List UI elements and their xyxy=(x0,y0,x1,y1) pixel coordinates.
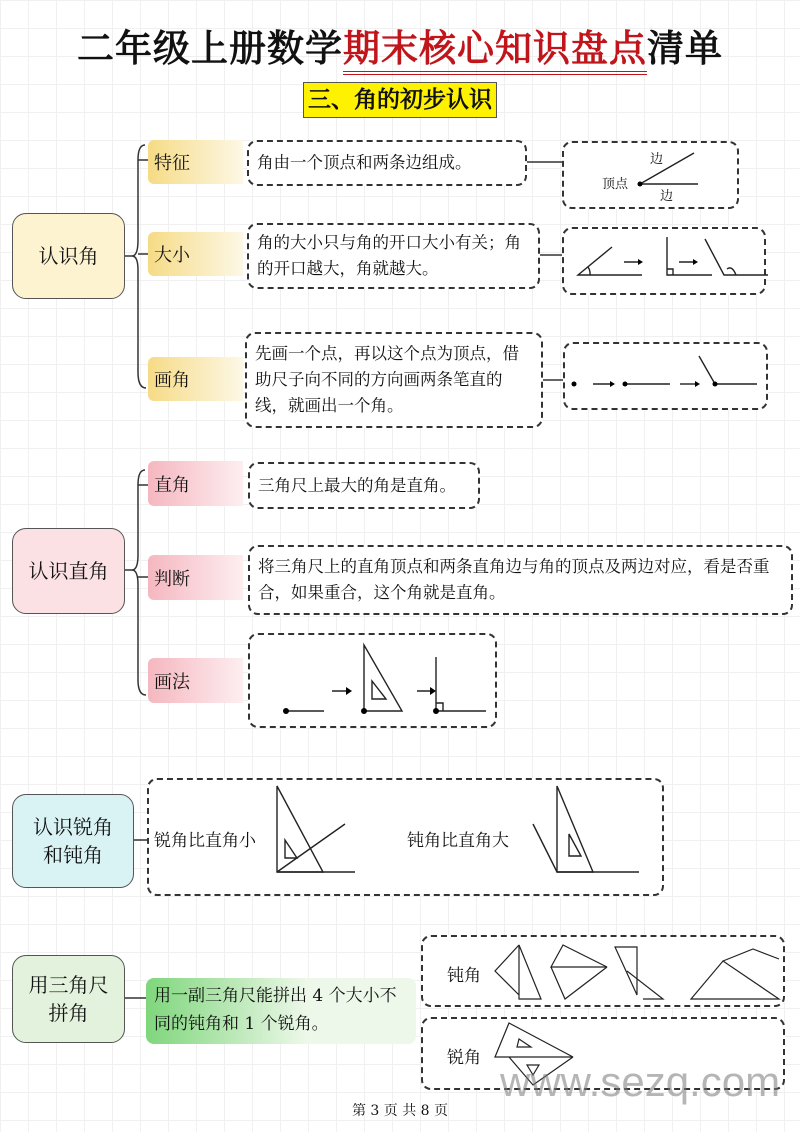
topic-acute-obtuse-label: 认识锐角和钝角 xyxy=(33,815,113,867)
topic-right-angle: 认识直角 xyxy=(12,528,125,614)
topic-acute-obtuse xyxy=(12,794,134,888)
judge-text: 将三角尺上的直角顶点和两条直角边与角的顶点及两边对应，看是否重合，如果重合，这个角就是直角。 xyxy=(248,545,793,615)
size-text: 角的大小只与角的开口大小有关；角的开口越大，角就越大。 xyxy=(247,223,540,289)
right-angle-text: 三角尺上最大的角是直角。 xyxy=(248,462,480,509)
label-size: 大小 xyxy=(148,232,243,276)
title-part1: 二年级上册数学 xyxy=(77,26,343,70)
set-square-drawing-icon xyxy=(250,635,499,730)
section-heading: 三、角的初步认识 xyxy=(303,82,497,118)
topic-combine-label: 用三角尺拼角 xyxy=(28,973,109,1025)
draw-angle-diagram xyxy=(563,342,768,410)
angle-parts-diagram xyxy=(562,141,739,209)
acute-obtuse-box xyxy=(147,778,664,896)
obtuse-text: 钝角比直角大 xyxy=(407,831,509,851)
draw-right-angle-diagram xyxy=(248,633,497,728)
topic-combine-set-squares xyxy=(12,955,125,1043)
page-footer: 第 3 页 共 8 页 xyxy=(351,1103,449,1119)
watermark: www.sezq.com xyxy=(500,1058,781,1105)
acute-text: 锐角比直角小 xyxy=(154,831,256,851)
feature-text: 角由一个顶点和两条边组成。 xyxy=(247,140,527,186)
acute-label: 锐角 xyxy=(447,1048,481,1068)
label-feature: 特征 xyxy=(148,140,243,184)
combine-text: 用一副三角尺能拼出 4 个大小不同的钝角和 1 个锐角。 xyxy=(146,978,416,1044)
obtuse-label: 钝角 xyxy=(447,966,481,986)
draw-steps-icon xyxy=(565,344,770,412)
draw-angle-text: 先画一个点，再以这个点为顶点，借助尺子向不同的方向画两条笔直的线，就画出一个角。 xyxy=(245,332,543,428)
side-label: 边 xyxy=(660,189,674,204)
label-draw-angle: 画角 xyxy=(148,357,243,401)
obtuse-combos-icon xyxy=(423,937,787,1009)
angle-size-diagram xyxy=(562,227,766,295)
angle-icon xyxy=(564,143,741,211)
title-highlight: 期末核心知识盘点 xyxy=(343,26,647,75)
label-judge: 判断 xyxy=(148,555,243,600)
vertex-label: 顶点 xyxy=(602,177,629,192)
label-drawing-method: 画法 xyxy=(148,658,243,703)
label-right-angle: 直角 xyxy=(148,461,243,506)
obtuse-combos-box xyxy=(421,935,785,1007)
side-label: 边 xyxy=(650,152,664,167)
set-square-compare-icon xyxy=(149,780,666,898)
title-part3: 清单 xyxy=(647,26,723,70)
angle-comparison-icon xyxy=(564,229,768,297)
topic-recognize-angle: 认识角 xyxy=(12,213,125,299)
